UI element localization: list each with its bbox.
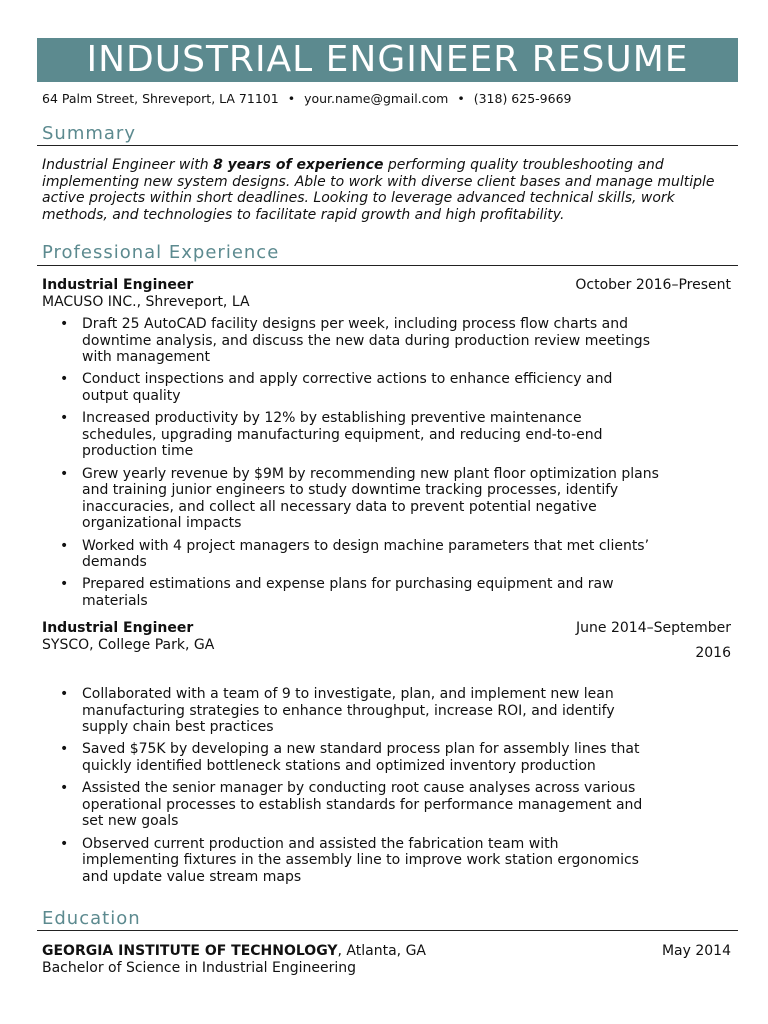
bullet-text: Observed current production and assisted the fabrication team with implementing fixtures in the assembly line to improve work station ergonomics and update value stream maps [82, 835, 639, 885]
bullet-text: Conduct inspections and apply corrective actions to enhance efficiency and output quality [82, 371, 613, 404]
job-title: Industrial Engineer [42, 277, 194, 293]
contact-separator: • [457, 91, 465, 106]
contact-line [42, 91, 572, 106]
bullet-glyph: • [60, 741, 69, 758]
bullet-text: Prepared estimations and expense plans for purchasing equipment and raw materials [82, 576, 614, 609]
list-item [60, 741, 660, 774]
experience-heading: Professional Experience [42, 242, 280, 263]
education-school-line [42, 943, 426, 959]
bullet-glyph: • [60, 465, 69, 482]
bullet-glyph: • [60, 371, 69, 388]
contact-email: your.name@gmail.com [304, 91, 449, 106]
list-item [60, 686, 660, 736]
list-item [60, 316, 660, 366]
education-date: May 2014 [661, 943, 731, 959]
summary-heading: Summary [42, 123, 136, 144]
bullet-text: Draft 25 AutoCAD facility designs per week, including process flow charts and downtime analysis, and discuss the new data during production review meetings with management [82, 316, 650, 366]
summary-experience-highlight: 8 years of experience [213, 157, 384, 173]
bullet-text: Worked with 4 project managers to design machine parameters that met clients’ demands [82, 537, 650, 571]
bullet-text: Assisted the senior manager by conducting root cause analyses across various operational processes to establish standards for performance management and set new goals [82, 780, 643, 830]
summary-text [42, 157, 732, 223]
bullet-text: Increased productivity by 12% by establishing preventive maintenance schedules, upgrading manufacturing equipment, and reducing end-to-end production time [82, 410, 603, 460]
education-divider [37, 930, 738, 931]
contact-phone: (318) 625-9669 [473, 91, 572, 106]
job-company: SYSCO, College Park, GA [42, 637, 215, 653]
education-heading: Education [42, 908, 141, 929]
list-item [60, 538, 660, 571]
bullet-glyph: • [60, 410, 69, 427]
bullet-text: Collaborated with a team of 9 to investigate, plan, and implement new lean manufacturing strategies to enhance throughput, increase ROI, and identify supply chain best practices [82, 686, 615, 736]
job-title: Industrial Engineer [42, 620, 194, 636]
bullet-glyph: • [60, 686, 69, 702]
list-item [60, 371, 660, 404]
bullet-glyph: • [60, 316, 69, 332]
job-company: MACUSO INC., Shreveport, LA [42, 294, 250, 310]
bullet-glyph: • [60, 576, 69, 593]
summary-body: performing quality troubleshooting and implementing new system designs. Able to work with diverse client bases and manage multiple active projects within short deadlines. Looking to leverage advanced technical skills, work methods, and technologies to facilitate rapid growth and high profitability. [42, 157, 715, 223]
list-item [60, 780, 660, 830]
bullet-text: Saved $75K by developing a new standard process plan for assembly lines that quickly identified bottleneck stations and optimized inventory production [82, 741, 640, 774]
list-item [60, 836, 660, 886]
education-degree: Bachelor of Science in Industrial Engineering [42, 960, 357, 976]
list-item [60, 410, 660, 460]
job-bullet-list [60, 316, 660, 615]
bullet-text: Grew yearly revenue by $9M by recommending new plant floor optimization plans and training junior engineers to study downtime tracking processes, identify inaccuracies, and collect all necessary data to prevent potential negative organizational impacts [82, 465, 659, 532]
list-item [60, 466, 660, 532]
job-bullet-list [60, 686, 660, 891]
summary-divider [37, 145, 738, 146]
job-date: June 2014–September [576, 620, 731, 636]
experience-divider [37, 265, 738, 266]
contact-address: 64 Palm Street, Shreveport, LA 71101 [42, 91, 279, 106]
bullet-glyph: • [60, 537, 69, 554]
resume-title: INDUSTRIAL ENGINEER RESUME [37, 38, 738, 82]
list-item [60, 576, 660, 609]
bullet-glyph: • [60, 780, 69, 797]
summary-intro: Industrial Engineer with [42, 157, 214, 173]
education-location: , Atlanta, GA [337, 943, 426, 959]
job-date-continued: 2016 [695, 645, 731, 661]
job-date: October 2016–Present [575, 277, 731, 293]
bullet-glyph: • [60, 835, 69, 852]
contact-separator: • [287, 91, 296, 106]
education-school: GEORGIA INSTITUTE OF TECHNOLOGY [42, 943, 338, 959]
